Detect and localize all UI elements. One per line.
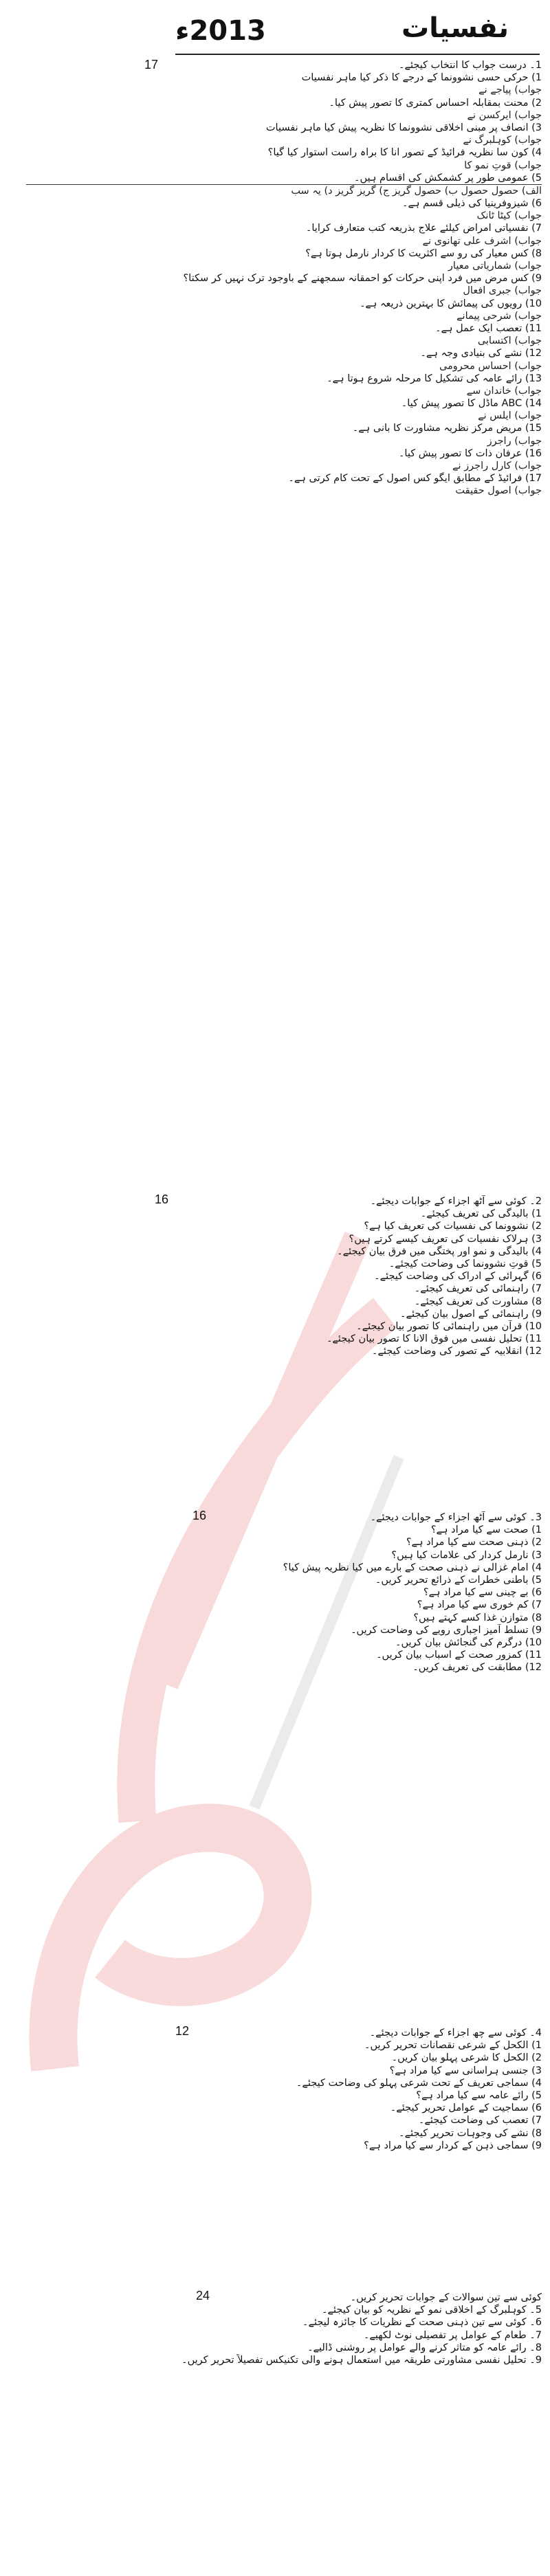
question-item: 3) انصاف پر مبنی اخلاقی نشوونما کا نظریہ پیش کیا ماہر نفسیات: [265, 122, 542, 133]
question-item: 1) حرکی حسی نشوونما کے درجے کا ذکر کیا ماہر نفسیات: [301, 72, 542, 84]
question-lines: [26, 1511, 542, 1674]
answer-item: جواب) قوتِ نمو کا: [464, 159, 542, 171]
question-item: 16) عرفان ذات کا تصور پیش کیا۔: [398, 447, 542, 459]
question-item: 6) شیزوفرینیا کی ذیلی قسم ہے۔: [402, 198, 542, 210]
question-item: 15) مریض مرکز نظریہ مشاورت کا بانی ہے۔: [352, 423, 542, 434]
question-item: 7) تعصب کی وضاحت کیجئے۔: [418, 2115, 542, 2127]
question-item: 11) کمزور صحت کے اسباب بیان کریں۔: [376, 1650, 542, 1661]
question-lines: [26, 1195, 542, 1357]
answer-item: جواب) خاندان سے: [466, 385, 542, 397]
section-marks: 24: [196, 2289, 210, 2302]
subject-title: نفسیات: [401, 12, 509, 44]
question-item: 14) ABC ماڈل کا تصور پیش کیا۔: [401, 398, 542, 410]
question-item: 7) نفسیاتی امراض کیلئے علاج بذریعہ کتب متعارف کرایا۔: [305, 223, 542, 234]
question-item: 3) ہرلاک نفسیات کی تعریف کیسے کرتے ہیں؟: [349, 1233, 542, 1245]
question-item: 6) گہرائی کے ادراک کی وضاحت کیجئے۔: [374, 1271, 542, 1283]
answer-item: جواب) پیاجے نے: [478, 85, 542, 96]
answer-item: جواب) ایلس نے: [478, 410, 542, 422]
question-item: 2) نشوونما کی نفسیات کی تعریف کیا ہے؟: [364, 1221, 542, 1232]
question-item: 6) بے چینی سے کیا مراد ہے؟: [423, 1587, 542, 1599]
objective-lines: [26, 59, 542, 498]
question-item: 12) انقلابیہ کے تصور کی وضاحت کیجئے۔: [371, 1346, 542, 1357]
question-item: 9) تسلط آمیز اجباری رویے کی وضاحت کریں۔: [351, 1624, 542, 1636]
question-item: 6۔ کوئی سے تین ذہنی صحت کے نظریات کا جائزہ لیجئے۔: [302, 2317, 542, 2329]
question-item: 9۔ تحلیل نفسی مشاورتی طریقہ میں استعمال ہونے والی تکنیکس تفصیلاً تحریر کریں۔: [182, 2354, 542, 2366]
exam-year: 2013ء: [175, 15, 266, 47]
question-item: 5) عمومی طور پر کشمکش کی اقسام ہیں۔: [353, 172, 542, 184]
header-divider: [175, 54, 540, 55]
answer-item: جواب) شرحی پیمانے: [456, 310, 542, 322]
options-line: الف) حصول حصول ب) حصول گریز ج) گریز گریز د) یہ سب: [26, 184, 542, 197]
question-item: 8) مشاورت کی تعریف کیجئے۔: [414, 1296, 542, 1307]
answer-item: جواب) کوہلبرگ نے: [463, 135, 542, 146]
question-item: 9) سماجی ذہن کے کردار سے کیا مراد ہے؟: [364, 2140, 542, 2151]
question-item: 6) سماجیت کے عوامل تحریر کیجئے۔: [390, 2102, 542, 2114]
answer-item: جواب) شماریاتی معیار: [448, 260, 542, 271]
question-heading: کوئی سے تین سوالات کے جوابات تحریر کریں۔: [350, 2292, 542, 2303]
answer-item: جواب) کارل راجرز نے: [452, 460, 542, 471]
question-item: 7) راہنمائی کی تعریف کیجئے۔: [414, 1283, 542, 1295]
question-heading: 4۔ کوئی سے چھ اجزاء کے جوابات دیجئے۔: [369, 2028, 542, 2039]
section-marks: 12: [175, 2024, 190, 2038]
question-lines: [26, 2027, 542, 2152]
question-item: 2) محنت بمقابلہ احساس کمتری کا تصور پیش کیا۔: [329, 97, 542, 109]
question-item: 4) سماجی تعریف کے تحت شرعی پہلو کی وضاحت کیجئے۔: [296, 2077, 542, 2089]
answer-item: جواب) احساس محرومی: [439, 360, 542, 372]
answer-item: جواب) ایرکسن نے: [467, 109, 542, 121]
question-lines: [26, 2291, 542, 2366]
question-heading: 1۔ درست جواب کا انتخاب کیجئے۔: [399, 60, 542, 71]
question-item: 17) فرائیڈ کے مطابق ایگو کس اصول کے تحت کام کرتی ہے۔: [288, 473, 542, 485]
question-item: 10) قرآن میں راہنمائی کا تصور بیان کیجئے۔: [356, 1320, 542, 1332]
question-item: 4) کون سا نظریہ فرائیڈ کے تصور انا کا براہ راست استوار کیا گیا؟: [267, 147, 542, 159]
question-item: 1) الکحل کے شرعی نقصانات تحریر کریں۔: [364, 2040, 542, 2052]
section-marks: 16: [155, 1192, 169, 1206]
question-item: 8) کس معیار کی رو سے اکثریت کا کردار نارمل ہوتا ہے؟: [305, 247, 542, 259]
question-item: 11) تعصب ایک عمل ہے۔: [435, 322, 542, 334]
answer-item: جواب) راجرز: [487, 435, 542, 447]
question-item: 5۔ کوہلبرگ کے اخلاقی نمو کے نظریہ کو بیان کیجئے۔: [322, 2305, 542, 2316]
question-item: 5) رائے عامہ سے کیا مراد ہے؟: [416, 2089, 542, 2101]
question-item: 4) امام غزالی نے ذہنی صحت کے بارے میں کیا نظریہ پیش کیا؟: [283, 1562, 542, 1573]
question-item: 9) راہنمائی کے اصول بیان کیجئے۔: [399, 1308, 542, 1320]
question-item: 4) بالیدگی و نمو اور پختگی میں فرق بیان کیجئے۔: [337, 1245, 542, 1257]
question-item: 10) رویوں کی پیمائش کا بہترین ذریعہ ہے۔: [359, 298, 542, 309]
question-item: 13) رائے عامہ کی تشکیل کا مرحلہ شروع ہوتا ہے۔: [327, 373, 542, 384]
question-item: 5) باطنی خطرات کے ذرائع تحریر کریں۔: [375, 1574, 542, 1586]
question-item: 10) درگرم کی گنجائش بیان کریں۔: [395, 1636, 542, 1648]
question-heading: 3۔ کوئی سے آٹھ اجزاء کے جوابات دیجئے۔: [370, 1512, 542, 1523]
question-item: 8۔ رائے عامہ کو متاثر کرنے والے عوامل پر روشنی ڈالیے۔: [307, 2342, 542, 2353]
answer-item: جواب) اکتسابی: [477, 335, 542, 347]
question-heading: 2۔ کوئی سے آٹھ اجزاء کے جوابات دیجئے۔: [370, 1196, 542, 1207]
answer-item: جواب) کیٹا ٹانک: [476, 210, 542, 222]
question-item: 5) قوتِ نشوونما کی وضاحت کیجئے۔: [388, 1258, 542, 1269]
question-item: 3) نارمل کردار کی علامات کیا ہیں؟: [391, 1549, 542, 1561]
question-item: 2) ذہنی صحت سے کیا مراد ہے؟: [406, 1537, 542, 1548]
question-item: 12) مطابقت کی تعریف کریں۔: [412, 1662, 542, 1674]
question-item: 7۔ طعام کے عوامل پر تفصیلی نوٹ لکھیے۔: [363, 2329, 542, 2341]
answer-item: جواب) جبری افعال: [463, 285, 542, 297]
question-item: 2) الکحل کا شرعی پہلو بیان کریں۔: [391, 2052, 542, 2064]
question-item: 3) جنسی ہراسانی سے کیا مراد ہے؟: [389, 2065, 542, 2076]
question-item: 1) بالیدگی کی تعریف کیجئے۔: [420, 1208, 542, 1220]
question-item: 1) صحت سے کیا مراد ہے؟: [430, 1524, 542, 1536]
question-item: 8) متوازن غذا کسے کہتے ہیں؟: [413, 1612, 542, 1623]
question-item: 8) نشے کی وجوہات تحریر کیجئے۔: [399, 2127, 542, 2139]
question-item: 9) کس مرض میں فرد اپنی حرکات کو احمقانہ سمجھنے کے باوجود ترک نہیں کر سکتا؟: [183, 273, 542, 285]
answer-item: جواب) اشرف علی تھانوی نے: [422, 235, 542, 247]
section-marks: 17: [144, 58, 159, 71]
answer-item: جواب) اصول حقیقت: [455, 485, 542, 497]
question-item: 11) تحلیل نفسی میں فوق الانا کا تصور بیان کیجئے۔: [326, 1333, 542, 1345]
section-marks: 16: [192, 1509, 207, 1522]
question-item: 7) کم خوری سے کیا مراد ہے؟: [417, 1599, 542, 1611]
question-item: 12) نشے کی بنیادی وجہ ہے۔: [420, 348, 542, 359]
